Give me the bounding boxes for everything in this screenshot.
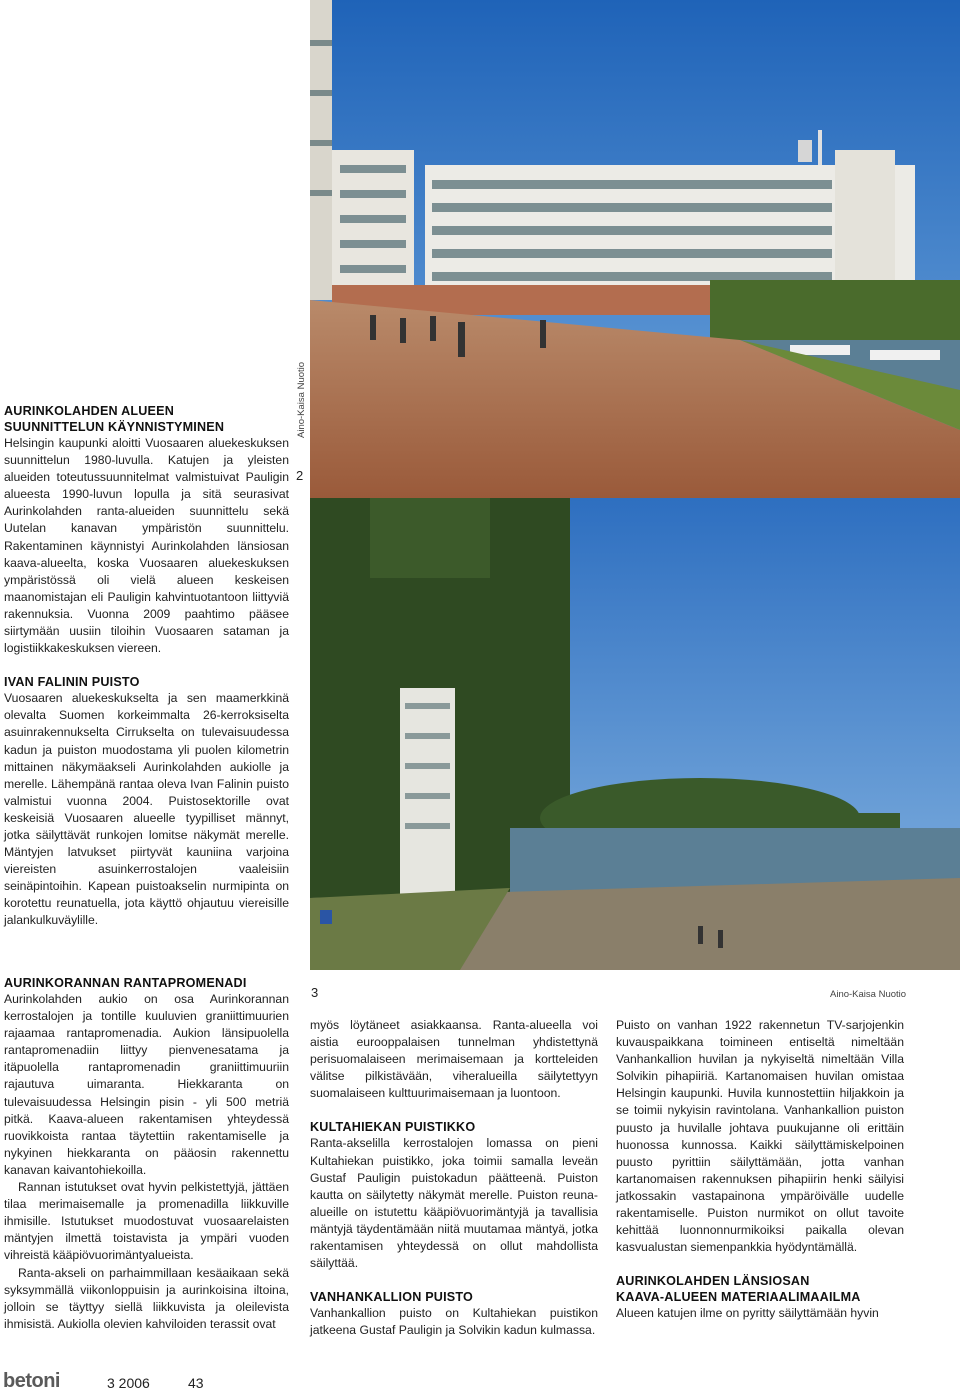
figure-number-3: 3: [311, 985, 319, 1000]
heading-materiaalimaailma-line1: AURINKOLAHDEN LÄNSIOSAN: [616, 1274, 810, 1289]
photo-promenade: [310, 0, 960, 498]
photo-beach-graphic: [310, 498, 960, 970]
right-column: [616, 1017, 904, 1322]
photo-credit-fig2: Aino-Kaisa Nuotio: [296, 361, 307, 438]
heading-ivan-falinin-puisto: IVAN FALININ PUISTO: [4, 675, 140, 690]
heading-rantapromenadi: AURINKORANNAN RANTAPROMENADI: [4, 976, 247, 990]
paragraph-ivan-falinin-puisto: Vuosaaren aluekeskukselta ja sen maamerkkinä olevalta Suomen korkeimmalta 26-kerroksiselta asuinrakennukselta Cirrukselta on tulevaisuudessa kadun ja puiston muodostama yli puolen kilometrin mittainen näkymäakseli Aurinkolahden aukiolle ja merelle. Lähempänä rantaa oleva Ivan Falinin puisto valmistui vuonna 2004. Puistosektorille ovat keskeisiä Vuosaaren alueelle tyypilliset männyt, jotka säilyttävät runkojen lomitse näkymät merelle. Mäntyjen latvukset piirtyvät kauniina varjoina viereisten asuinkerrostalojen vaaleisiin seinäpintoihin. Kapean puistoakselin nurmipinta on korotettu reunatuella, jota käyttö ohjautuu viereisille jalankulkuväylille.: [4, 691, 289, 928]
figure-number-2: 2: [296, 468, 304, 483]
left-column: [4, 403, 289, 930]
left-column-lower: [4, 975, 289, 1333]
paragraph-rantapromenadi-2: Rannan istutukset ovat hyvin pelkistettyjä, jättäen tilaa merimaisemalle ja promenadilla liikkuville ihmisille. Istutukset muodostuvat vuosaarelaisten mäntyjen ilmettä toistavista ja ympäri vuoden vihreistä kääpiövuorimäntyalueista.: [4, 1180, 289, 1263]
paragraph-rantapromenadi-1: Aurinkolahden aukio on osa Aurinkorannan kerrostalojen ja tontille kuuluvien graniittimuurien rajaamaa rantapromenadia. Aukion länsipuolella rantapromenadiin liittyy pienvenesatama ja itäpuolella rantapromenadin graniittimuuriin rajautuva uimaranta. Hiekkaranta on tulevaisuudessa Helsingin pisin - yli 500 metriä pitkä. Kaava-alueen rakentamisen yhteydessä ruovikkoista rantaa täytettiin rakentamiselle ja nykyinen hiekkaranta on pääosin rakennettu kanavan kaivantohiekoilla.: [4, 992, 289, 1177]
paragraph-vanhankallion-puisto: Vanhankallion puisto on Kultahiekan puistikon jatkeena Gustaf Pauligin ja Solvikin kadun kulmassa.: [310, 1306, 598, 1338]
paragraph-kultahiekan-puistikko: Ranta-akselilla kerrostalojen lomassa on pieni Kultahiekan puistikko, joka toimii samalla leveän Gustaf Pauligin puistokadun päätteenä. Puiston kautta on säilytetty näkymät merelle. Puiston reuna-alueille on istutettu kääpiövuorimäntyjä ja tavallisia mäntyjä täydentämään niitä muutamaa mäntyä, jotka rakentamisen yhteydessä on ollut mahdollista säilyttää.: [310, 1136, 598, 1271]
issue-number: 3 2006: [107, 1375, 150, 1391]
paragraph-materiaalimaailma: Alueen katujen ilme on pyritty säilyttämään hyvin: [616, 1306, 879, 1321]
betoni-logo: betoni: [3, 1370, 60, 1392]
middle-column: [310, 1017, 598, 1339]
page-number: 43: [188, 1375, 204, 1391]
paragraph-villa-solvik: Puisto on vanhan 1922 rakennetun TV-sarjojenkin kuvauspaikkana toimineen entiseltä nimeltään Vanhankallion huvilan ja nykyiseltä nimeltään Villa Solvikin pihapiiriä. Kartanomaisen huvilan omistaa Helsingin kaupunki. Huvila kunnostettiin hiljakkoin ja se toimii nykyisin ravintolana. Vanhankallion puiston puusto ja huvilalle johtava puukujanne oli erittäin huonossa kunnossa. Kaikki säilyttämiskelpoinen puusto pyrittiin säilyttämään, jotta vanhan kartanomaisen rakennuksen pihapiirin henki säilyisi jatkossakin vastapainona ympäröivälle uudelle rakentamiselle. Puiston nurmikot on ollut tavoite kehittää luonnonnurmikoiksi paikalla olevan kasvualustan siemenpankkia hyödyntämällä.: [616, 1018, 904, 1255]
paragraph-continued: myös löytäneet asiakkaansa. Ranta-alueella voi aistia eurooppalaisen tunnelman yhdistettynä perisuomalaiseen merimaisemaan ja kortteleiden välitse pilkistävään, viheralueilla säilytettyyn suomalaiseen kulttuurimaisemaan ja luontoon.: [310, 1018, 598, 1101]
paragraph-suunnittelu: Helsingin kaupunki aloitti Vuosaaren aluekeskuksen suunnittelun 1980-luvulla. Katujen ja yleisten alueiden toteutussuunnitelmat valmistuivat Pauligin alueesta 1990-luvun lopulla ja sitä seurasivat Aurinkolahden ranta-alueiden suunnittelu sekä Uutelan kanavan ympäristön suunnittelu. Rakentaminen käynnistyi Aurinkolahden länsiosan kaava-alueelta, koska Vuosaaren aluekeskuksen ympäristössä oli vielä alueen keskeisen maanomistajan eli Pauligin kahvintuotantoon liittyviä rakennuksia. Vuonna 2009 paahtimo pääsee siirtymään uusiin tiloihin Vuosaaren sataman ja logistiikkakeskuksen viereen.: [4, 436, 289, 656]
photo-promenade-graphic: [310, 0, 960, 498]
paragraph-rantapromenadi-3: Ranta-akseli on parhaimmillaan kesäaikaan sekä syksymmällä viikonloppuisin ja aurinkoisina iltoina, jolloin se täyttyy siellä liikkuvista ja oleilevista ihmisistä. Aukiolla olevien kahviloiden terassit ovat: [4, 1265, 289, 1331]
heading-kultahiekan-puistikko: KULTAHIEKAN PUISTIKKO: [310, 1120, 476, 1135]
page-footer: [0, 1370, 960, 1395]
heading-suunnittelu-line1: AURINKOLAHDEN ALUEEN: [4, 404, 175, 418]
photo-credit-fig3: Aino-Kaisa Nuotio: [830, 989, 907, 1000]
heading-vanhankallion-puisto: VANHANKALLION PUISTO: [310, 1290, 474, 1305]
heading-suunnittelu-line2: SUUNNITTELUN KÄYNNISTYMINEN: [4, 420, 225, 434]
heading-materiaalimaailma-line2: KAAVA-ALUEEN MATERIAALIMAAILMA: [616, 1290, 861, 1305]
photo-beach: [310, 498, 960, 970]
